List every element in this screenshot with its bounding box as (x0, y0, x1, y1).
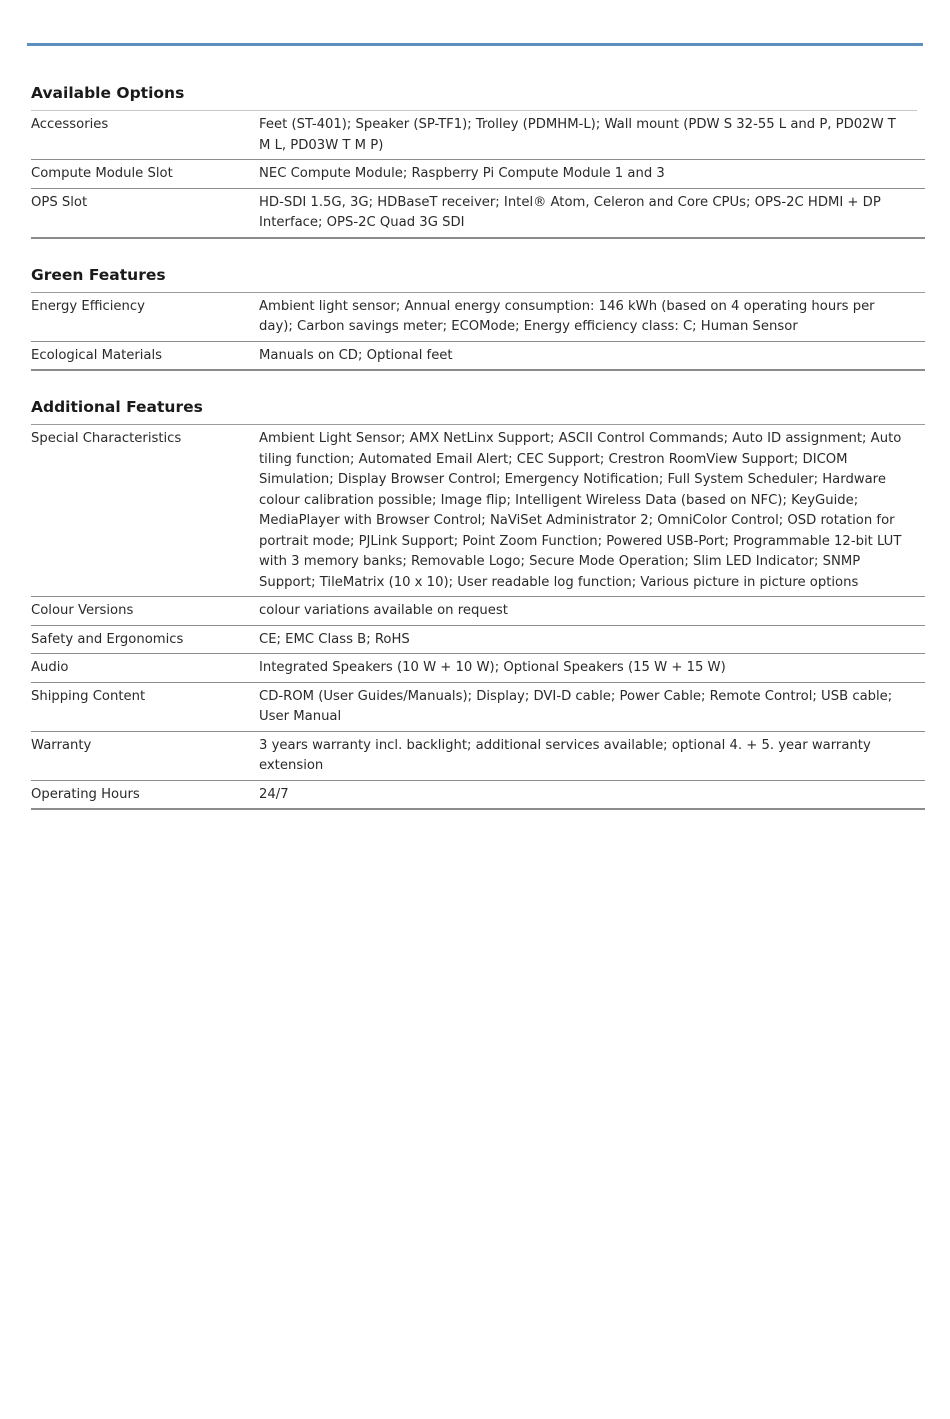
section-title: Available Options (31, 82, 917, 111)
spec-value: Manuals on CD; Optional feet (259, 347, 453, 363)
spec-row-ops-slot (31, 188, 925, 237)
section-green-features (31, 264, 925, 372)
spec-row-accessories (31, 111, 925, 159)
spec-table (31, 111, 925, 239)
spec-row-colour-versions (31, 596, 925, 625)
spec-label: Accessories (31, 117, 109, 132)
spec-value: HD-SDI 1.5G, 3G; HDBaseT receiver; Intel® Atom, Celeron and Core CPUs; OPS-2C HDMI + DP Interface; OPS-2C Quad 3G SDI (259, 194, 881, 230)
spec-label: Safety and Ergonomics (31, 631, 184, 647)
section-additional-features (31, 396, 925, 810)
spec-label: Operating Hours (31, 786, 140, 802)
spec-sheet (31, 82, 925, 810)
spec-label: Colour Versions (31, 603, 134, 618)
spec-value: colour variations available on request (259, 603, 508, 618)
spec-row-ecological-materials (31, 341, 925, 370)
spec-label: Energy Efficiency (31, 298, 145, 314)
spec-row-audio (31, 653, 925, 682)
spec-label: Shipping Content (31, 688, 146, 704)
spec-value: 24/7 (259, 786, 289, 802)
spec-value: CD-ROM (User Guides/Manuals); Display; DVI-D cable; Power Cable; Remote Control; USB cable; User Manual (259, 688, 893, 724)
spec-label: Special Characteristics (31, 431, 182, 446)
spec-label: Ecological Materials (31, 347, 163, 363)
spec-table (31, 293, 925, 372)
spec-value: Integrated Speakers (10 W + 10 W); Optional Speakers (15 W + 15 W) (259, 660, 726, 675)
spec-value: Ambient Light Sensor; AMX NetLinx Support; ASCII Control Commands; Auto ID assignment; Auto tiling function; Automated Email Alert; CEC Support; Crestron RoomView Support; DICOM Simulation; Display Browser Control; Emergency Notification; Full System Scheduler; Hardware colour calibration possible; Image flip; Intelligent Wireless Data (based on NFC); KeyGuide; MediaPlayer with Browser Control; NaViSet Administrator 2; OmniColor Control; OSD rotation for portrait mode; PJLink Support; Point Zoom Function; Powered USB-Port; Programmable 12-bit LUT with 3 memory banks; Removable Logo; Secure Mode Operation; Slim LED Indicator; SNMP Support; TileMatrix (10 x 10); User readable log function; Various picture in picture options (259, 431, 902, 590)
spec-label: Audio (31, 660, 69, 675)
header-rule (27, 43, 923, 46)
spec-label: OPS Slot (31, 194, 88, 210)
spec-value: Ambient light sensor; Annual energy consumption: 146 kWh (based on 4 operating hours per day); Carbon savings meter; ECOMode; Energy efficiency class: C; Human Sensor (259, 298, 875, 334)
spec-label: Compute Module Slot (31, 166, 173, 181)
spec-row-energy-efficiency (31, 293, 925, 341)
spec-row-warranty (31, 731, 925, 780)
section-title: Green Features (31, 264, 925, 293)
spec-value: 3 years warranty incl. backlight; additional services available; optional 4. + 5. year warranty extension (259, 737, 871, 773)
spec-table (31, 425, 925, 810)
spec-row-operating-hours (31, 780, 925, 809)
spec-row-compute-module-slot (31, 159, 925, 188)
spec-value: NEC Compute Module; Raspberry Pi Compute Module 1 and 3 (259, 166, 665, 181)
section-available-options (31, 82, 925, 239)
spec-row-special-characteristics (31, 425, 925, 596)
spec-value: CE; EMC Class B; RoHS (259, 631, 410, 647)
spec-row-shipping-content (31, 682, 925, 731)
spec-value: Feet (ST-401); Speaker (SP-TF1); Trolley (PDMHM-L); Wall mount (PDW S 32-55 L and P, PD02W T M L, PD03W T M P) (259, 117, 896, 153)
spec-row-safety-and-ergonomics (31, 625, 925, 654)
section-title: Additional Features (31, 396, 925, 425)
spec-label: Warranty (31, 737, 92, 753)
